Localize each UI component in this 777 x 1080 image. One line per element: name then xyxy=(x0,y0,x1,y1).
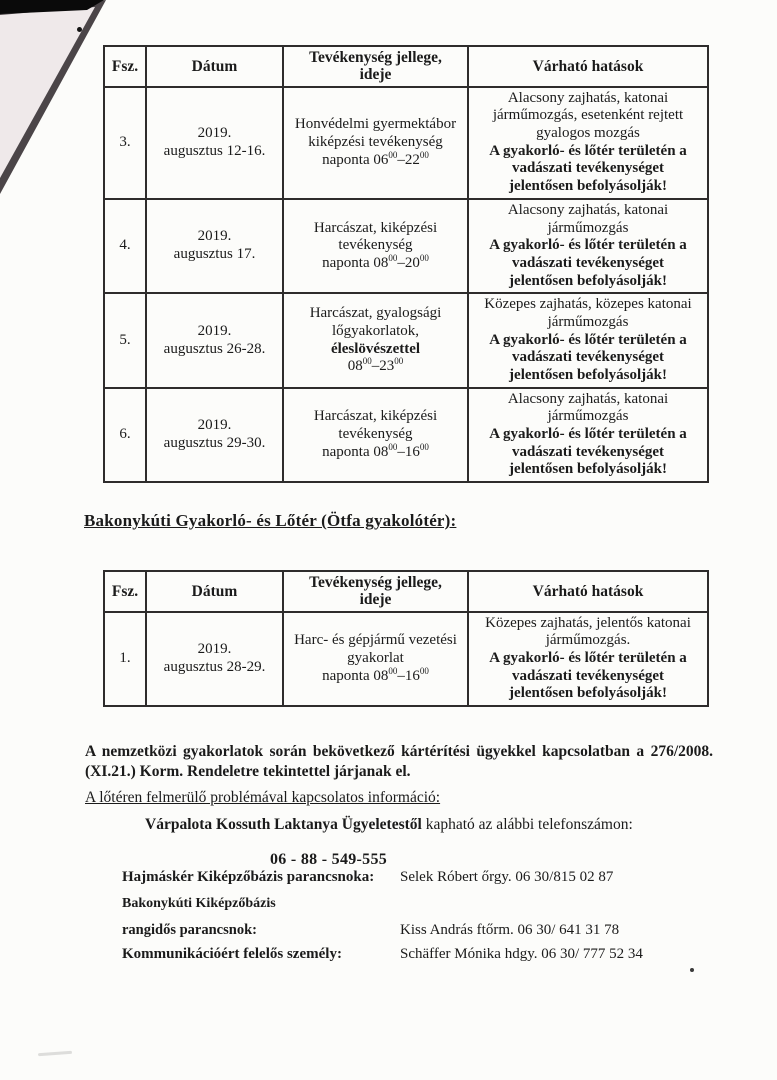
activity-table-bakonykuti xyxy=(103,570,709,707)
cell-fsz: 4. xyxy=(104,199,146,293)
col-header-fsz: Fsz. xyxy=(104,46,146,87)
table-row xyxy=(104,293,708,387)
liability-paragraph: A nemzetközi gyakorlatok során bekövetkező kártérítési ügyekkel kapcsolatban a 276/2008. (XI.21.) Korm. Rendeletre tekintettel járjanak el. xyxy=(85,743,713,781)
cell-datum: 2019. augusztus 17. xyxy=(146,199,283,293)
cell-effects: Közepes zajhatás, jelentős katonai járműmozgás. A gyakorló- és lőtér területén a vadászati tevékenységet jelentősen befolyásolják! xyxy=(468,612,708,706)
cell-fsz: 5. xyxy=(104,293,146,387)
cell-activity: Harcászat, gyalogsági lőgyakorlatok, éleslövészettel $08^{00}-23^{00}$ xyxy=(283,293,468,387)
contact-label: Kommunikációért felelős személy: xyxy=(122,946,342,962)
scan-smudge xyxy=(38,1051,72,1056)
table-row xyxy=(104,612,708,706)
duty-office-line xyxy=(145,816,633,834)
col-header-effects: Várható hatások xyxy=(468,46,708,87)
duty-office-name: Várpalota Kossuth Laktanya Ügyeletestől xyxy=(145,816,422,833)
cell-datum: 2019. augusztus 29-30. xyxy=(146,388,283,482)
cell-datum: 2019. augusztus 28-29. xyxy=(146,612,283,706)
cell-fsz: 3. xyxy=(104,87,146,199)
info-heading: A lőtéren felmerülő problémával kapcsolatos információ: xyxy=(85,789,441,806)
contact-row xyxy=(0,946,777,968)
contact-value: Kiss András ftőrm. 06 30/ 641 31 78 xyxy=(400,922,620,938)
section-heading: Bakonykúti Gyakorló- és Lőtér (Ötfa gyakolótér): xyxy=(84,511,457,530)
cell-datum: 2019. augusztus 12-16. xyxy=(146,87,283,199)
cell-activity: Honvédelmi gyermektábor kiképzési tevékenység naponta $06^{00}-22^{00}$ xyxy=(283,87,468,199)
contact-row xyxy=(0,869,777,891)
contact-label: Bakonykúti Kiképzőbázis xyxy=(122,896,276,911)
cell-fsz: 1. xyxy=(104,612,146,706)
cell-activity: Harc- és gépjármű vezetési gyakorlat naponta $08^{00}-16^{00}$ xyxy=(283,612,468,706)
contact-label: rangidős parancsnok: xyxy=(122,922,257,938)
cell-activity: Harcászat, kiképzési tevékenység naponta $08^{00}-16^{00}$ xyxy=(283,388,468,482)
cell-effects: Alacsony zajhatás, katonai járműmozgás A gyakorló- és lőtér területén a vadászati tevékenységet jelentősen befolyásolják! xyxy=(468,199,708,293)
col-header-activity: Tevékenység jellege, ideje xyxy=(283,571,468,612)
scan-speck xyxy=(77,27,82,32)
cell-datum: 2019. augusztus 26-28. xyxy=(146,293,283,387)
contact-label: Hajmáskér Kiképzőbázis parancsnoka: xyxy=(122,869,375,885)
col-header-fsz: Fsz. xyxy=(104,571,146,612)
cell-activity: Harcászat, kiképzési tevékenység naponta $08^{00}-20^{00}$ xyxy=(283,199,468,293)
duty-office-rest: kapható az alábbi telefonszámon: xyxy=(421,816,633,833)
cell-effects: Közepes zajhatás, közepes katonai járműmozgás A gyakorló- és lőtér területén a vadászati tevékenységet jelentősen befolyásolják! xyxy=(468,293,708,387)
col-header-activity: Tevékenység jellege, ideje xyxy=(283,46,468,87)
col-header-datum: Dátum xyxy=(146,571,283,612)
table-header-row xyxy=(104,571,708,612)
table-header-row xyxy=(104,46,708,87)
table-row xyxy=(104,388,708,482)
col-header-datum: Dátum xyxy=(146,46,283,87)
table-row xyxy=(104,87,708,199)
contact-row xyxy=(0,896,777,918)
contact-value: Schäffer Mónika hdgy. 06 30/ 777 52 34 xyxy=(400,946,643,962)
activity-table-hajmasker xyxy=(103,45,709,483)
table-row xyxy=(104,199,708,293)
phone-number: 06 - 88 - 549-555 xyxy=(270,851,388,868)
contact-row xyxy=(0,922,777,944)
col-header-effects: Várható hatások xyxy=(468,571,708,612)
cell-effects: Alacsony zajhatás, katonai járműmozgás A gyakorló- és lőtér területén a vadászati tevékenységet jelentősen befolyásolják! xyxy=(468,388,708,482)
contact-value: Selek Róbert őrgy. 06 30/815 02 87 xyxy=(400,869,614,885)
cell-fsz: 6. xyxy=(104,388,146,482)
cell-effects: Alacsony zajhatás, katonai járműmozgás, esetenként rejtett gyalogos mozgás A gyakorló- és lőtér területén a vadászati tevékenységet jelentősen befolyásolják! xyxy=(468,87,708,199)
scan-speck xyxy=(690,968,694,972)
